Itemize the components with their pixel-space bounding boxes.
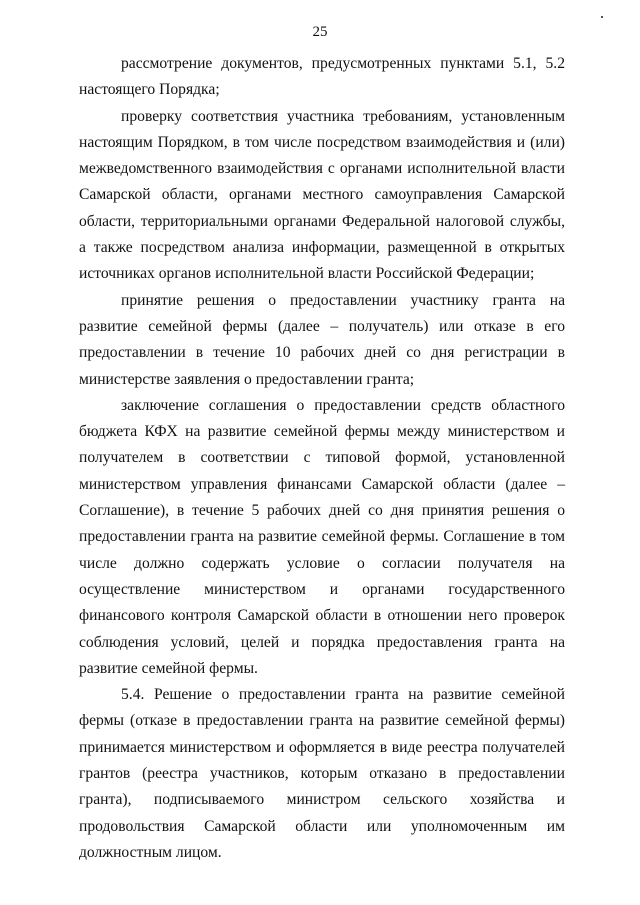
paragraph-grant-decision: принятие решения о предоставлении участнику гранта на развитие семейной фермы (далее – получатель) или отказе в его предоставлении в течение 10 рабочих дней со дня регистрации в министерстве заявления о предоставлении гранта; — [79, 291, 565, 388]
paragraph-review-documents: рассмотрение документов, предусмотренных пунктами 5.1, 5.2 настоящего Порядка; — [79, 55, 565, 99]
paragraph-section-5-4: 5.4. Решение о предоставлении гранта на развитие семейной фермы (отказе в предоставлении гранта на развитие семейной фермы) принимается министерством и оформляется в виде реестра получателей грантов (реестра участников, которым отказано в предоставлении гранта), подписываемого министром сельского хозяйства и продовольствия Самарской области или уполномоченным им должностным лицом. — [79, 686, 565, 861]
page-number: 25 — [312, 24, 328, 40]
paragraph-participant-check: проверку соответствия участника требованиям, установленным настоящим Порядком, в том числе посредством взаимодействия и (или) межведомственного взаимодействия с органами исполнительной власти Самарской области, органами местного самоуправления Самарской области, территориальными органами Федеральной налоговой службы, а также посредством анализа информации, размещенной в открытых источниках органов исполнительной власти Российской Федерации; — [79, 107, 565, 283]
document-body — [79, 51, 565, 866]
paragraph-agreement: заключение соглашения о предоставлении средств областного бюджета КФХ на развитие семейной фермы между министерством и получателем в соответствии с типовой формой, установленной министерством управления финансами Самарской области (далее – Соглашение), в течение 5 рабочих дней со дня принятия решения о предоставлении гранта на развитие семейной фермы. Соглашение в том числе должно содержать условие о согласии получателя на осуществление министерством и органами государственного финансового контроля Самарской области в отношении него проверок соблюдения условий, целей и порядка предоставления гранта на развитие семейной фермы. — [79, 396, 565, 677]
scan-speck — [601, 16, 603, 18]
